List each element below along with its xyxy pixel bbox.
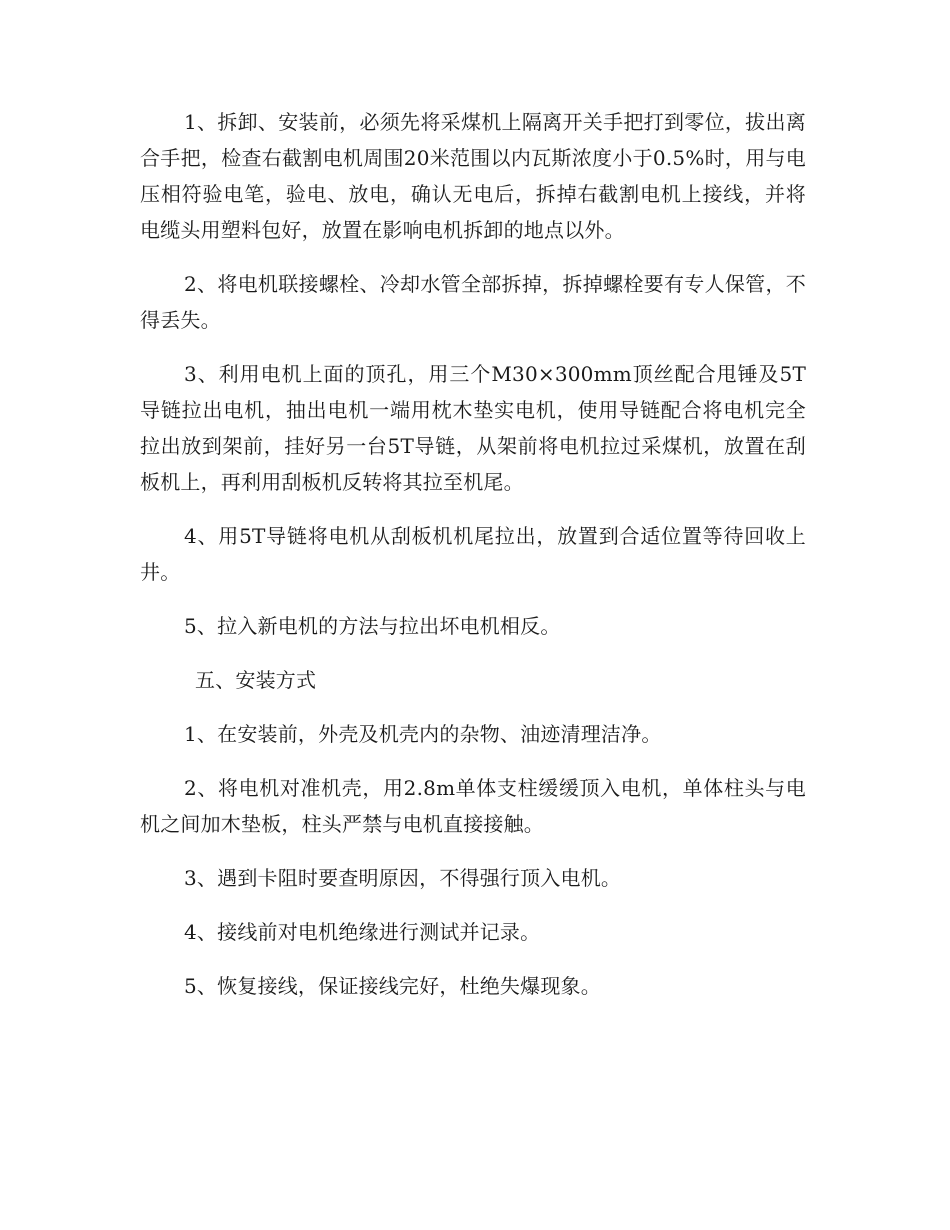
removal-step-2: 2、将电机联接螺栓、冷却水管全部拆掉，拆掉螺栓要有专人保管，不得丢失。	[140, 272, 806, 332]
install-step-1: 1、在安装前，外壳及机壳内的杂物、油迹清理洁净。	[184, 722, 662, 746]
removal-step-4: 4、用5T导链将电机从刮板机机尾拉出，放置到合适位置等待回收上井。	[140, 524, 806, 584]
install-step-4: 4、接线前对电机绝缘进行测试并记录。	[184, 920, 541, 944]
install-step-3: 3、遇到卡阻时要查明原因，不得强行顶入电机。	[184, 866, 622, 890]
document-page	[140, 104, 806, 1022]
install-step-2: 2、将电机对准机壳，用2.8m单体支柱缓缓顶入电机，单体柱头与电机之间加木垫板，柱头严禁与电机直接接触。	[140, 776, 806, 836]
removal-step-3: 3、利用电机上面的顶孔，用三个M30×300mm顶丝配合甩锤及5T导链拉出电机，抽出电机一端用枕木垫实电机，使用导链配合将电机完全拉出放到架前，挂好另一台5T导链，从架前将电机拉过采煤机，放置在刮板机上，再利用刮板机反转将其拉至机尾。	[140, 362, 806, 494]
removal-step-5: 5、拉入新电机的方法与拉出坏电机相反。	[184, 614, 561, 638]
removal-step-1: 1、拆卸、安装前，必须先将采煤机上隔离开关手把打到零位，拔出离合手把，检查右截割电机周围20米范围以内瓦斯浓度小于0.5%时，用与电压相符验电笔，验电、放电，确认无电后，拆掉右截割电机上接线，并将电缆头用塑料包好，放置在影响电机拆卸的地点以外。	[140, 110, 806, 242]
section-heading: 五、安装方式	[195, 668, 317, 692]
install-step-5: 5、恢复接线，保证接线完好，杜绝失爆现象。	[184, 974, 601, 998]
